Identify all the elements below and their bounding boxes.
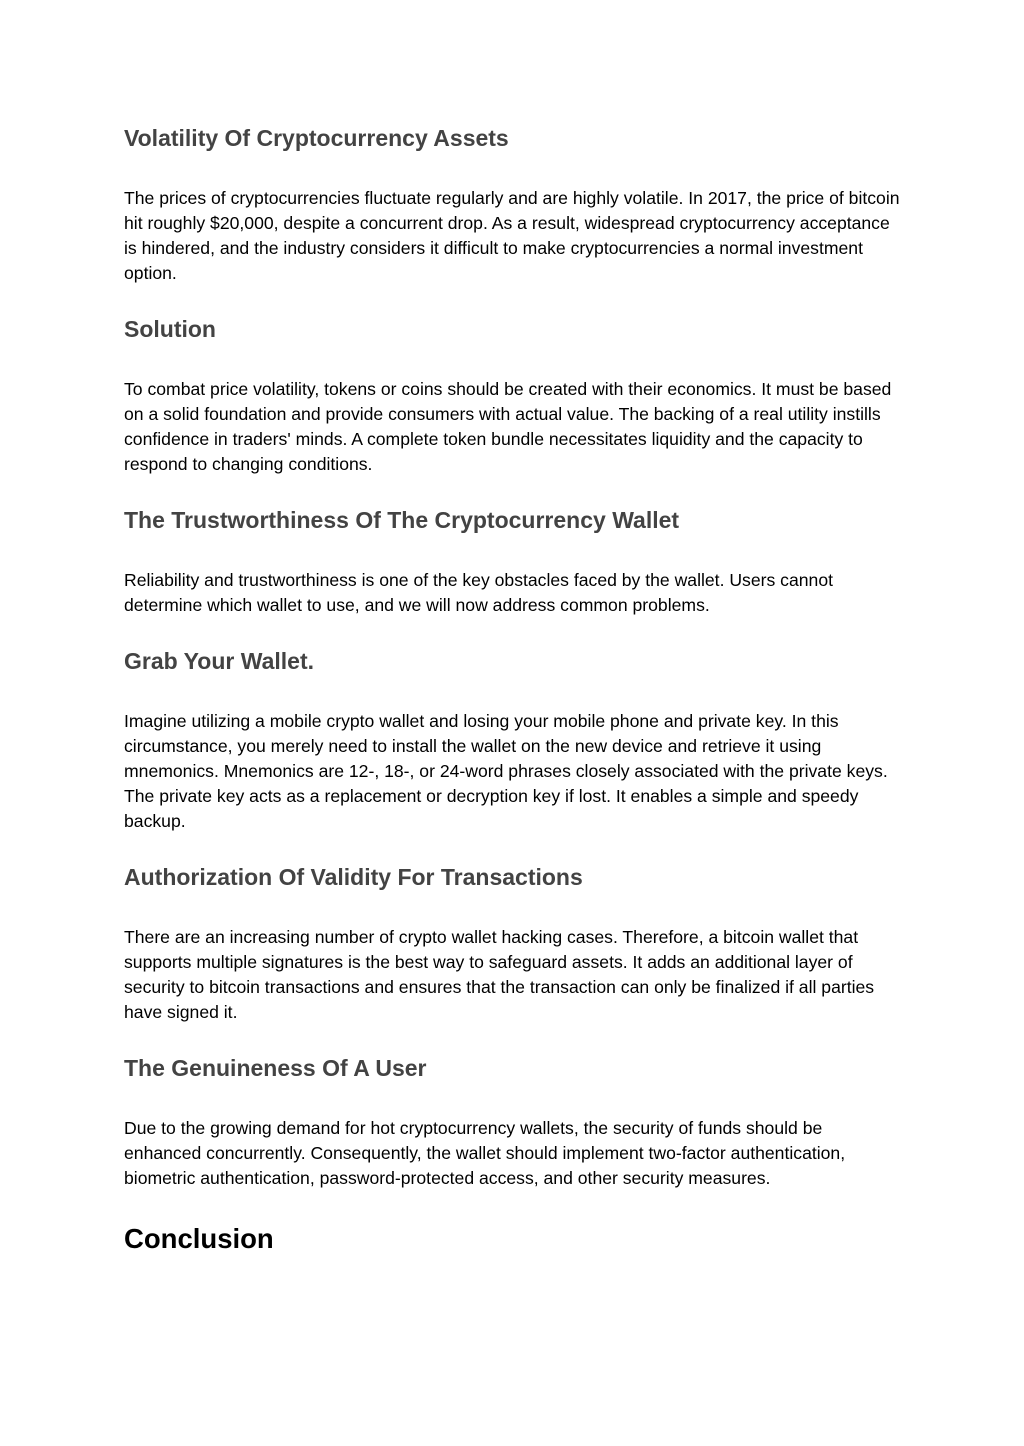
section-heading-genuineness: The Genuineness Of A User bbox=[124, 1055, 427, 1081]
section-heading-trustworthiness: The Trustworthiness Of The Cryptocurrency Wallet bbox=[124, 507, 680, 533]
section-heading-grab-wallet: Grab Your Wallet. bbox=[124, 648, 314, 674]
section-body-trustworthiness: Reliability and trustworthiness is one of the key obstacles faced by the wallet. Users cannot determine which wallet to use, and we will now address common problems. bbox=[124, 570, 833, 615]
section-heading-authorization: Authorization Of Validity For Transactions bbox=[124, 864, 583, 890]
section-body-grab-wallet: Imagine utilizing a mobile crypto wallet and losing your mobile phone and private key. In this circumstance, you merely need to install the wallet on the new device and retrieve it using mnemonics. Mnemonics are 12-, 18-, or 24-word phrases closely associated with the private keys. The private key acts as a replacement or decryption key if lost. It enables a simple and speedy backup. bbox=[124, 711, 888, 831]
conclusion-heading: Conclusion bbox=[124, 1223, 274, 1254]
section-heading-solution: Solution bbox=[124, 316, 216, 342]
section-body-volatility: The prices of cryptocurrencies fluctuate regularly and are highly volatile. In 2017, the price of bitcoin hit roughly $20,000, despite a concurrent drop. As a result, widespread cryptocurrency acceptance is hindered, and the industry considers it difficult to make cryptocurrencies a normal investment option. bbox=[124, 188, 900, 283]
section-body-authorization: There are an increasing number of crypto wallet hacking cases. Therefore, a bitcoin wallet that supports multiple signatures is the best way to safeguard assets. It adds an additional layer of security to bitcoin transactions and ensures that the transaction can only be finalized if all parties have signed it. bbox=[124, 927, 875, 1022]
section-heading-volatility: Volatility Of Cryptocurrency Assets bbox=[124, 125, 509, 151]
section-body-solution: To combat price volatility, tokens or coins should be created with their economics. It must be based on a solid foundation and provide consumers with actual value. The backing of a real utility instills confidence in traders' minds. A complete token bundle necessitates liquidity and the capacity to respond to changing conditions. bbox=[124, 379, 892, 474]
section-body-genuineness: Due to the growing demand for hot cryptocurrency wallets, the security of funds should be enhanced concurrently. Consequently, the wallet should implement two-factor authentication, biometric authentication, password-protected access, and other security measures. bbox=[124, 1118, 846, 1188]
